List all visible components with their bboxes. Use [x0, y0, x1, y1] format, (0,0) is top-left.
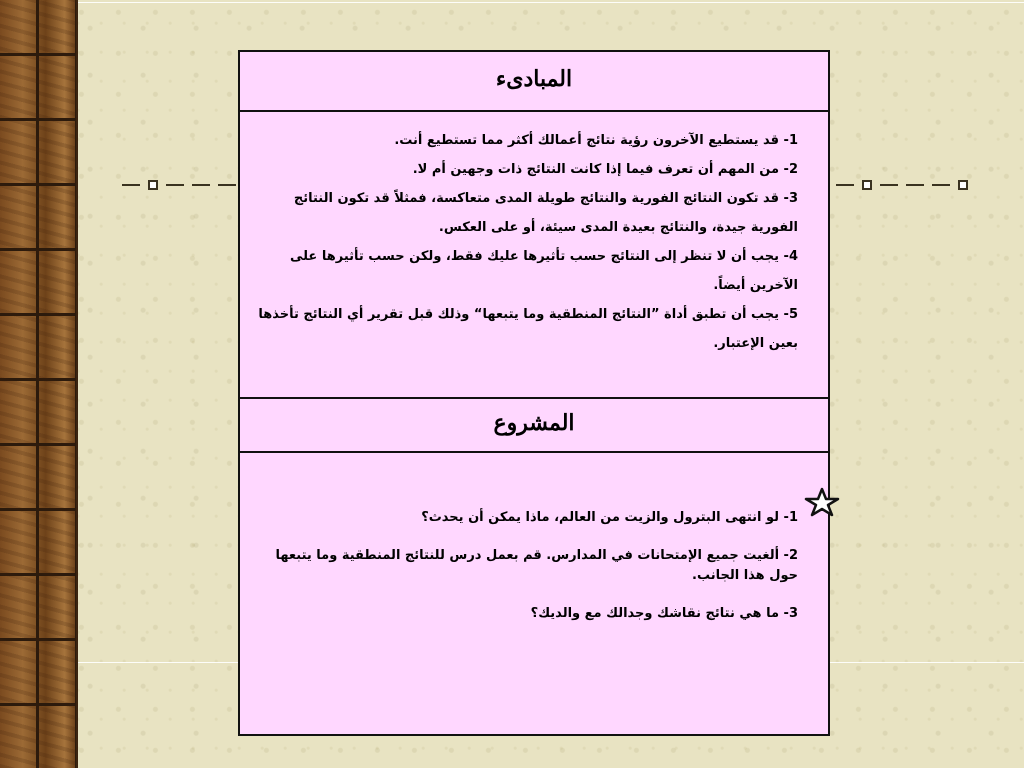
- project-item: 2- ألغيت جميع الإمتحانات في المدارس. قم بعمل درس للنتائج المنطقية وما يتبعها حول هذا الجانب.: [275, 548, 798, 583]
- project-list: [244, 508, 798, 642]
- divider-line: [240, 397, 828, 399]
- principle-item: 5- يجب أن تطبق أداة ”النتائج المنطقية وما يتبعها“ وذلك قبل تقرير أي النتائج تأخذها بعين الإعتبار.: [258, 307, 798, 351]
- principles-list: [244, 126, 798, 358]
- principle-item: 1- قد يستطيع الآخرون رؤية نتائج أعمالك أكثر مما تستطيع أنت.: [394, 133, 798, 148]
- divider-ornament-left: [118, 176, 258, 194]
- divider-line: [240, 110, 828, 112]
- project-item: 3- ما هي نتائج نقاشك وجدالك مع والديك؟: [530, 606, 798, 621]
- principle-item: 3- قد تكون النتائج الفورية والنتائج طويلة المدى متعاكسة، فمثلاً قد تكون النتائج الفورية جيدة، والنتائج بعيدة المدى سيئة، أو على العكس.: [293, 191, 798, 235]
- principles-heading: المبادىء: [495, 66, 573, 92]
- content-panel: [238, 50, 830, 736]
- white-stripe-top: [78, 2, 1024, 3]
- principle-item: 4- يجب أن لا تنظر إلى النتائج حسب تأثيرها عليك فقط، ولكن حسب تأثيرها على الآخرين أيضاً.: [289, 249, 798, 293]
- principle-item: 2- من المهم أن تعرف فيما إذا كانت النتائج ذات وجهين أم لا.: [412, 162, 798, 177]
- star-icon: [802, 487, 842, 517]
- project-item: 1- لو انتهى البترول والزيت من العالم، ماذا يمكن أن يحدث؟: [421, 510, 798, 525]
- divider-line: [240, 451, 828, 453]
- project-heading: المشروع: [493, 410, 575, 436]
- divider-ornament-right: [832, 176, 972, 194]
- wood-border-strip: [0, 0, 78, 768]
